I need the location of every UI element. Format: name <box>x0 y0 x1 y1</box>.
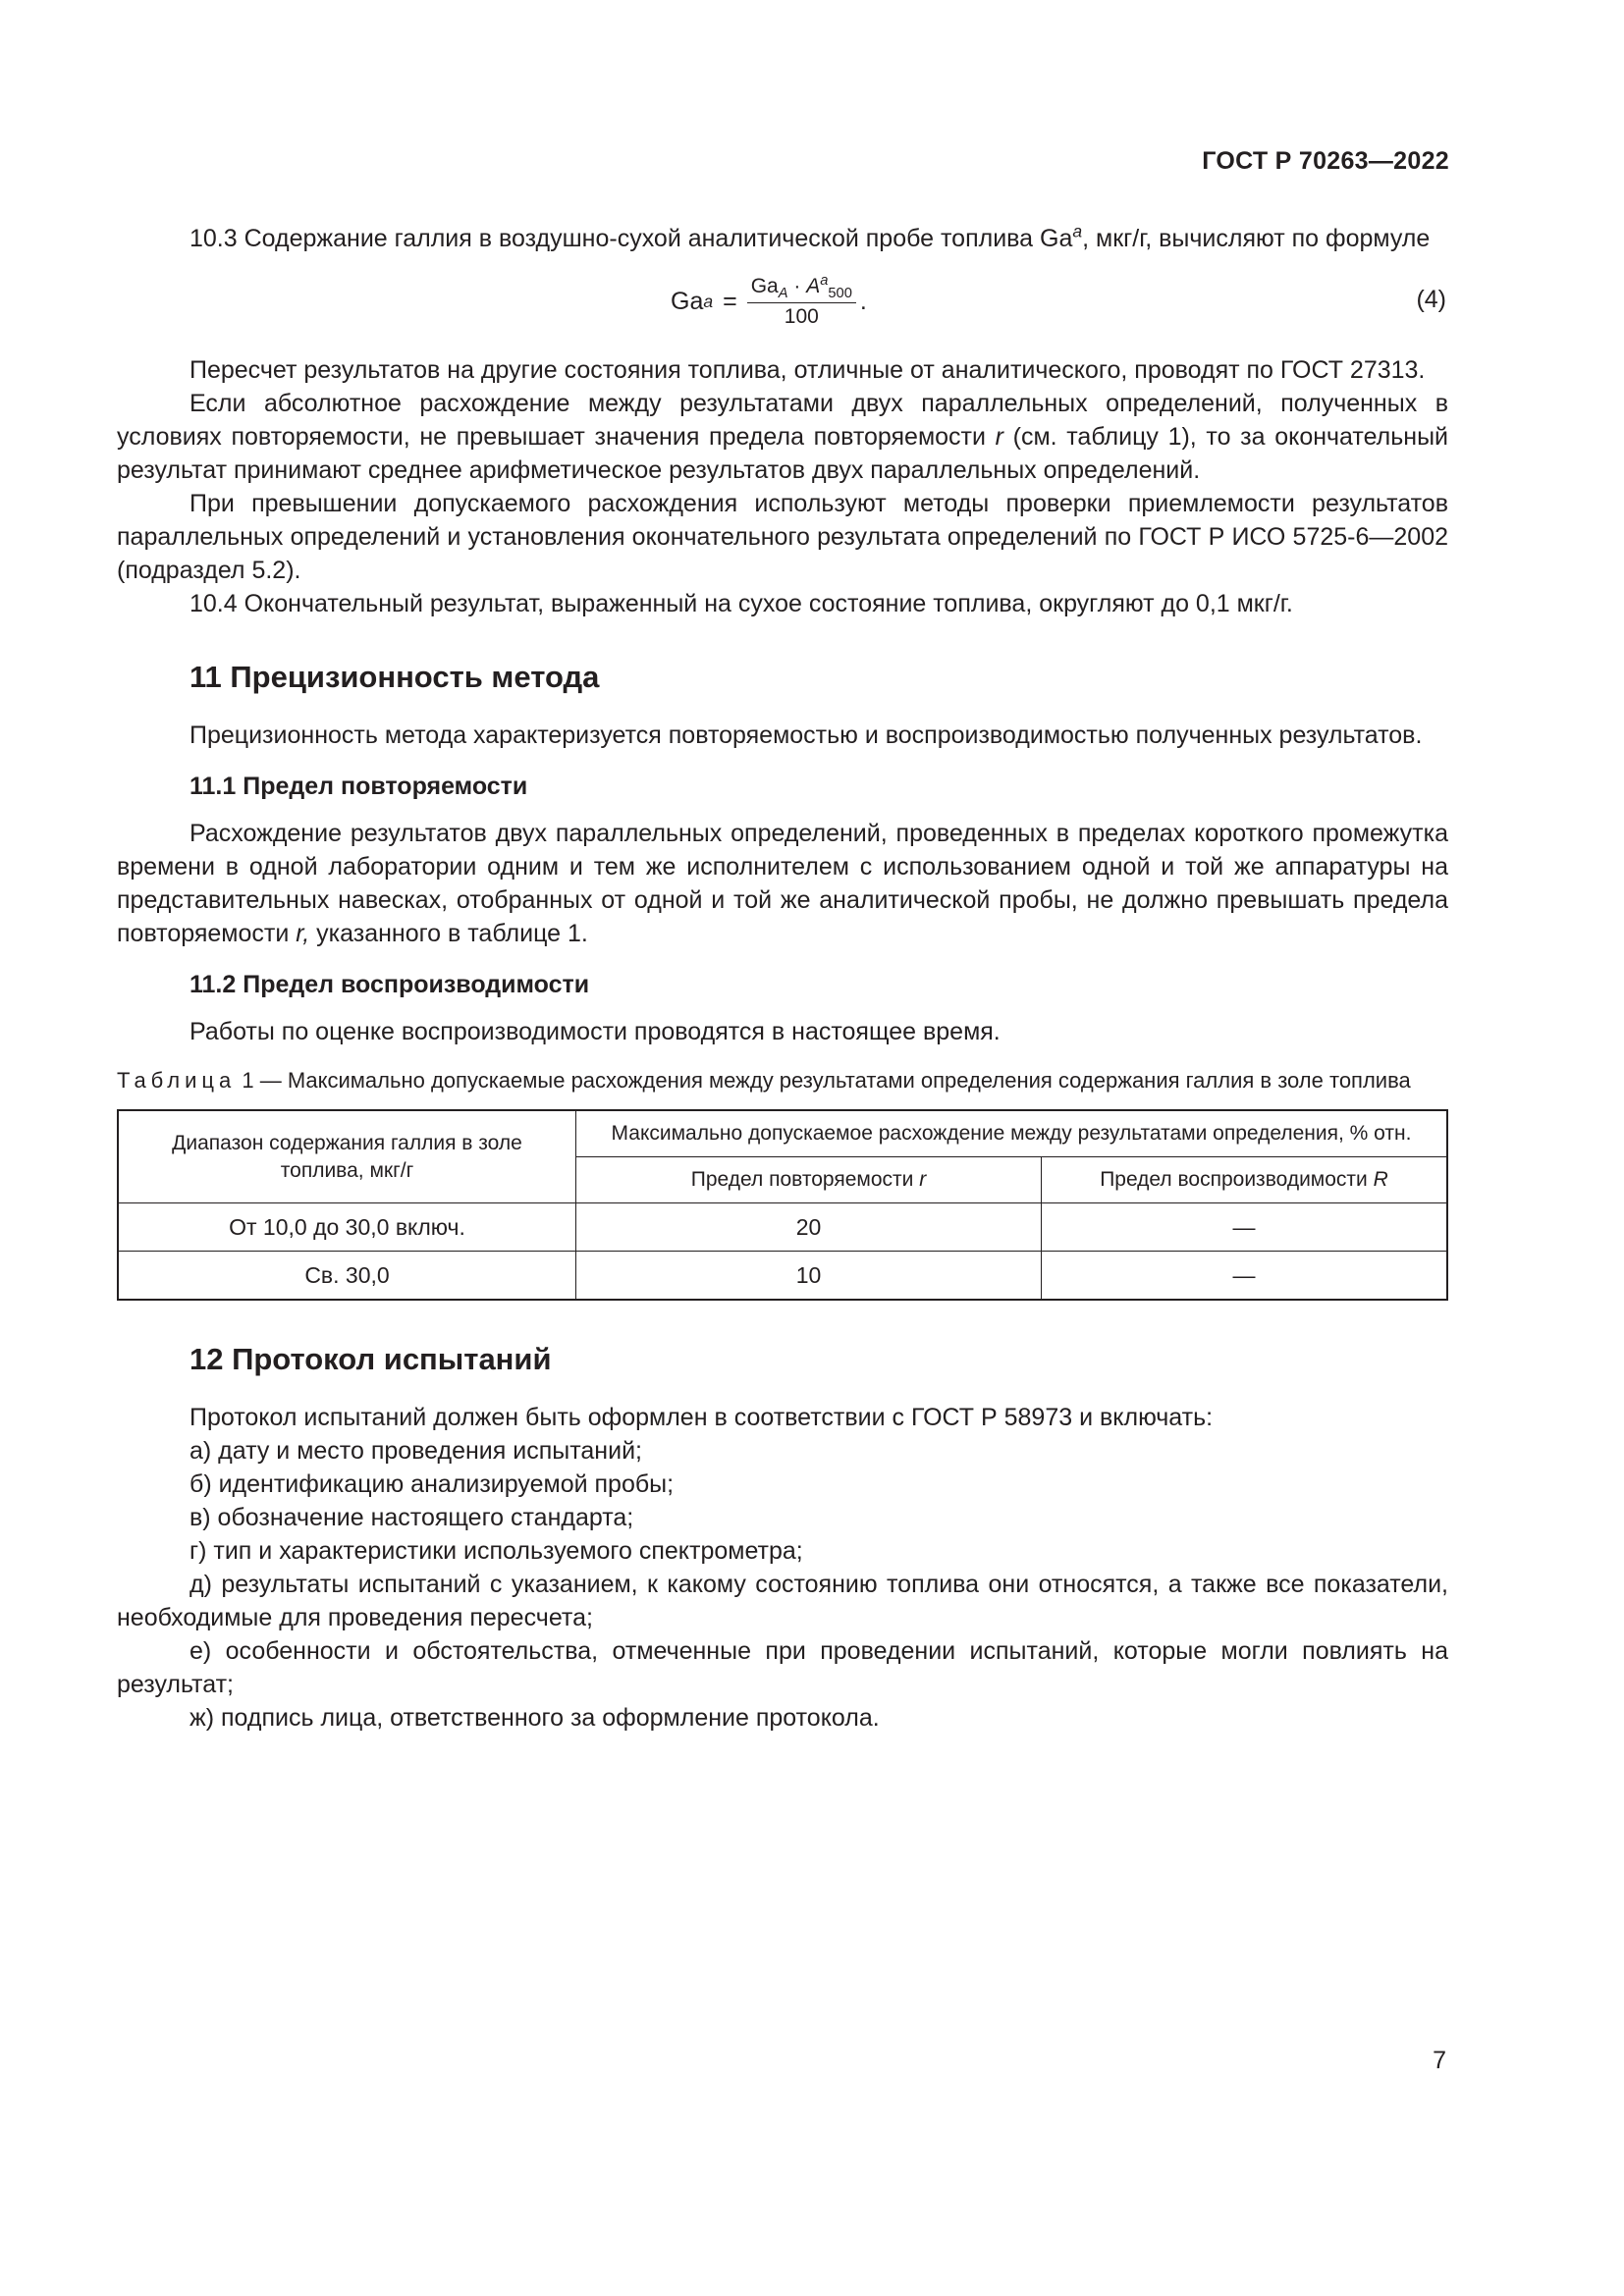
table-cell-r: 10 <box>576 1252 1042 1301</box>
formula-4 <box>117 259 1448 353</box>
table-cell-R: — <box>1042 1252 1448 1301</box>
list-item: в) обозначение настоящего стандарта; <box>189 1504 634 1531</box>
page-content <box>117 222 1448 1735</box>
table-group-header: Максимально допускаемое расхождение между результатами определения, % отн. <box>576 1110 1448 1157</box>
formula-denominator: 100 <box>784 304 819 328</box>
list-item: г) тип и характеристики используемого спектрометра; <box>189 1537 803 1565</box>
section-12-title: 12 Протокол испытаний <box>189 1342 552 1376</box>
table-1 <box>117 1109 1448 1301</box>
section-11-title: 11 Прецизионность метода <box>189 660 600 694</box>
table-1-caption: Таблица 1 — Максимально допускаемые расхождения между результатами определения содержания галлия в золе топлива <box>117 1068 1411 1093</box>
protocol-list <box>117 1401 1448 1735</box>
paragraph-10-4: 10.4 Окончательный результат, выраженный на сухое состояние топлива, округляют до 0,1 мкг/г. <box>189 590 1293 617</box>
paragraph-exceed: При превышении допускаемого расхождения используют методы проверки приемлемости результатов параллельных определений и установления окончательного результата определений по ГОСТ Р ИСО 5725-6—2002 (подраздел 5.2). <box>117 490 1448 584</box>
table-col-repeatability-header: Предел повторяемости r <box>576 1157 1042 1203</box>
section-11-1-title: 11.1 Предел повторяемости <box>189 773 528 800</box>
table-cell-R: — <box>1042 1203 1448 1252</box>
table-cell-range: Св. 30,0 <box>118 1252 576 1301</box>
list-item: ж) подпись лица, ответственного за оформление протокола. <box>189 1704 880 1732</box>
page-number: 7 <box>1433 2047 1446 2074</box>
document-id-header: ГОСТ Р 70263—2022 <box>1202 147 1449 175</box>
paragraph-absolute-difference: Если абсолютное расхождение между результатами двух параллельных определений, полученных в условиях повторяемости, не превышает значения предела повторяемости r (см. таблицу 1), то за окончательный результат принимают среднее арифметическое результатов двух параллельных определений. <box>117 390 1448 484</box>
paragraph-recalculation: Пересчет результатов на другие состояния топлива, отличные от аналитического, проводят по ГОСТ 27313. <box>189 356 1426 384</box>
table-col-reproducibility-header: Предел воспроизводимости R <box>1042 1157 1448 1203</box>
list-item: д) результаты испытаний с указанием, к какому состоянию топлива они относятся, а также все показатели, необходимые для проведения пересчета; <box>117 1571 1448 1631</box>
table-row <box>118 1252 1447 1301</box>
list-item: а) дату и место проведения испытаний; <box>189 1437 642 1465</box>
table-row <box>118 1203 1447 1252</box>
table-cell-r: 20 <box>576 1203 1042 1252</box>
section-11-2-text: Работы по оценке воспроизводимости проводятся в настоящее время. <box>189 1018 1001 1045</box>
paragraph-10-3: 10.3 Содержание галлия в воздушно-сухой аналитической пробе топлива Ga$^a$, мкг/г, вычисляют по формуле <box>189 221 1431 252</box>
table-cell-range: От 10,0 до 30,0 включ. <box>118 1203 576 1252</box>
list-item: б) идентификацию анализируемой пробы; <box>189 1470 675 1498</box>
formula-fraction <box>747 272 856 329</box>
formula-numerator: $Ga_A \cdot A^a_{500}$ <box>747 275 856 303</box>
table-col-range-header: Диапазон содержания галлия в золе топлива, мкг/г <box>118 1110 576 1203</box>
section-11-intro: Прецизионность метода характеризуется повторяемостью и воспроизводимостью полученных результатов. <box>189 721 1423 749</box>
protocol-intro: Протокол испытаний должен быть оформлен в соответствии с ГОСТ Р 58973 и включать: <box>189 1404 1214 1431</box>
section-11-2-title: 11.2 Предел воспроизводимости <box>189 971 590 998</box>
table-header-row <box>118 1110 1447 1157</box>
formula-expression: Ga a = $\frac{Ga_A \cdot A^a_{500}}{100}$ . <box>671 272 867 328</box>
section-11-1-text: Расхождение результатов двух параллельных определений, проведенных в пределах короткого промежутка времени в одной лаборатории одним и тем же исполнителем с использованием одной и той же аппаратуры на представительных навесках, отобранных от одной и той же аналитической пробы, не должно превышать предела повторяемости r, указанного в таблице 1. <box>117 820 1448 947</box>
list-item: е) особенности и обстоятельства, отмеченные при проведении испытаний, которые могли повлиять на результат; <box>117 1637 1448 1698</box>
formula-number: (4) <box>1416 286 1446 313</box>
